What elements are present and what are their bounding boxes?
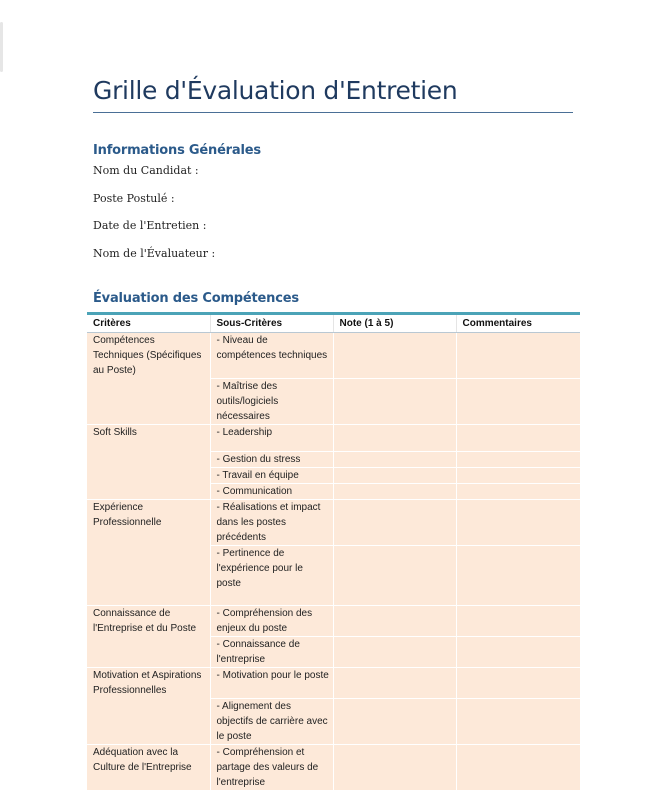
score-cell[interactable]: [333, 637, 456, 668]
score-cell[interactable]: [333, 606, 456, 637]
table-row: [87, 425, 580, 452]
score-cell[interactable]: [333, 379, 456, 425]
subcriterion-cell: - Communication: [210, 484, 333, 500]
comment-cell[interactable]: [456, 668, 580, 699]
score-cell[interactable]: [333, 425, 456, 452]
comment-cell[interactable]: [456, 699, 580, 745]
comment-cell[interactable]: [456, 484, 580, 500]
subcriterion-cell: - Niveau de compétences techniques: [210, 333, 333, 379]
comment-cell[interactable]: [456, 333, 580, 379]
comment-cell[interactable]: [456, 468, 580, 484]
score-cell[interactable]: [333, 745, 456, 791]
score-cell[interactable]: [333, 668, 456, 699]
criterion-cell: Connaissance de l'Entreprise et du Poste: [87, 606, 210, 668]
score-cell[interactable]: [333, 484, 456, 500]
subcriterion-cell: - Maîtrise des outils/logiciels nécessaires: [210, 379, 333, 425]
criterion-cell: Expérience Professionnelle: [87, 500, 210, 606]
subcriterion-cell: - Gestion du stress: [210, 452, 333, 468]
table-row: [87, 668, 580, 699]
comment-cell[interactable]: [456, 637, 580, 668]
subcriterion-cell: - Réalisations et impact dans les postes précédents: [210, 500, 333, 546]
subcriterion-cell: - Motivation pour le poste: [210, 668, 333, 699]
table-row: [87, 333, 580, 379]
comment-cell[interactable]: [456, 606, 580, 637]
table-header-row: [87, 315, 580, 333]
subcriterion-cell: - Connaissance de l'entreprise: [210, 637, 333, 668]
col-header-criteria: Critères: [87, 315, 210, 333]
score-cell[interactable]: [333, 699, 456, 745]
comment-cell[interactable]: [456, 500, 580, 546]
criterion-cell: Compétences Techniques (Spécifiques au Poste): [87, 333, 210, 425]
document-title: Grille d'Évaluation d'Entretien: [93, 75, 573, 113]
eval-section-heading: Évaluation des Compétences: [93, 291, 299, 306]
score-cell[interactable]: [333, 500, 456, 546]
subcriterion-cell: - Compréhension des enjeux du poste: [210, 606, 333, 637]
criterion-cell: Soft Skills: [87, 425, 210, 500]
col-header-comments: Commentaires: [456, 315, 580, 333]
evaluation-table: [87, 312, 580, 791]
table-row: [87, 606, 580, 637]
page-edge: [0, 22, 3, 72]
col-header-score: Note (1 à 5): [333, 315, 456, 333]
interview-date-label: Date de l'Entretien :: [93, 219, 207, 232]
score-cell[interactable]: [333, 452, 456, 468]
subcriterion-cell: - Travail en équipe: [210, 468, 333, 484]
score-cell[interactable]: [333, 546, 456, 606]
candidate-name-label: Nom du Candidat :: [93, 164, 199, 177]
comment-cell[interactable]: [456, 546, 580, 606]
comment-cell[interactable]: [456, 745, 580, 791]
subcriterion-cell: - Leadership: [210, 425, 333, 452]
evaluator-name-label: Nom de l'Évaluateur :: [93, 247, 216, 260]
subcriterion-cell: - Pertinence de l'expérience pour le poste: [210, 546, 333, 606]
comment-cell[interactable]: [456, 425, 580, 452]
col-header-subcriteria: Sous-Critères: [210, 315, 333, 333]
table-row: [87, 500, 580, 546]
criterion-cell: Adéquation avec la Culture de l'Entreprise: [87, 745, 210, 791]
position-label: Poste Postulé :: [93, 192, 175, 205]
subcriterion-cell: - Compréhension et partage des valeurs de l'entreprise: [210, 745, 333, 791]
table-row: [87, 745, 580, 791]
criterion-cell: Motivation et Aspirations Professionnelles: [87, 668, 210, 745]
subcriterion-cell: - Alignement des objectifs de carrière avec le poste: [210, 699, 333, 745]
comment-cell[interactable]: [456, 379, 580, 425]
comment-cell[interactable]: [456, 452, 580, 468]
score-cell[interactable]: [333, 333, 456, 379]
info-section-heading: Informations Générales: [93, 143, 261, 158]
score-cell[interactable]: [333, 468, 456, 484]
